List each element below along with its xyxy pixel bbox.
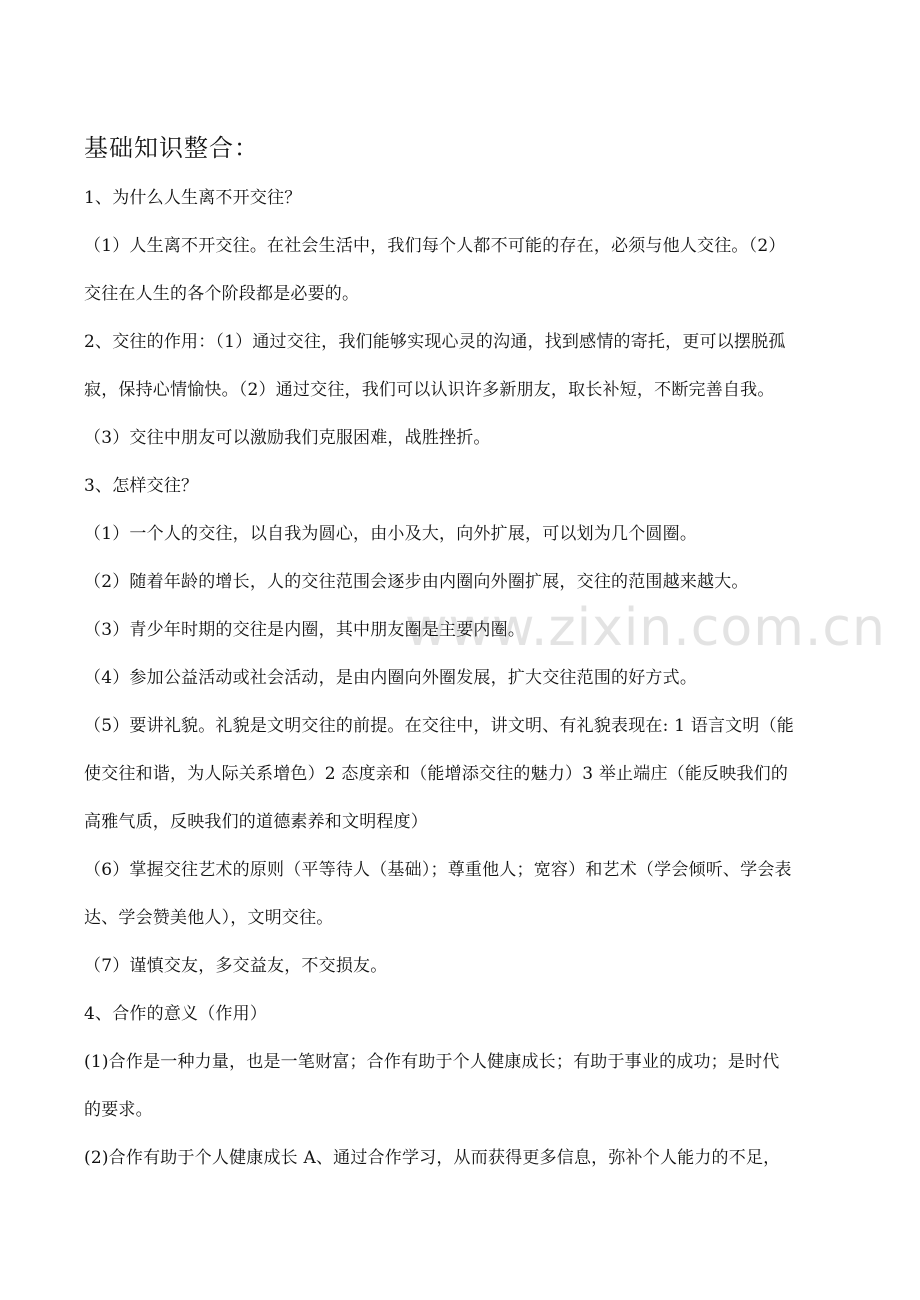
watermark-text: www.zixin.com.cn	[405, 598, 886, 658]
paragraph-line: （6）掌握交往艺术的原则（平等待人（基础）；尊重他人；宽容）和艺术（学会倾听、学会表	[84, 860, 792, 880]
paragraph-line: （2）随着年龄的增长，人的交往范围会逐步由内圈向外圈扩展，交往的范围越来越大。	[84, 572, 749, 592]
paragraph-line: （4）参加公益活动或社会活动，是由内圈向外圈发展，扩大交往范围的好方式。	[84, 668, 698, 688]
paragraph-line: （7）谨慎交友，多交益友，不交损友。	[84, 956, 388, 976]
page-title: 基础知识整合：	[84, 134, 259, 162]
section-heading-2: 2、交往的作用：（1）通过交往，我们能够实现心灵的沟通，找到感情的寄托，更可以摆脱孤	[84, 332, 786, 352]
paragraph-line: （5）要讲礼貌。礼貌是文明交往的前提。在交往中，讲文明、有礼貌表现在: 1 语言文明（能	[84, 716, 794, 736]
section-heading-4: 4、合作的意义（作用）	[84, 1004, 268, 1024]
paragraph-line: (1)合作是一种力量，也是一笔财富；合作有助于个人健康成长；有助于事业的成功；是时代	[84, 1052, 780, 1072]
paragraph-line: 达、学会赞美他人），文明交往。	[84, 908, 334, 928]
paragraph-line: （3）交往中朋友可以激励我们克服困难，战胜挫折。	[84, 428, 491, 448]
paragraph-line: 的要求。	[84, 1100, 153, 1120]
paragraph-line: （1）一个人的交往，以自我为圆心，由小及大，向外扩展，可以划为几个圆圈。	[84, 524, 698, 544]
paragraph-line: 高雅气质，反映我们的道德素养和文明程度）	[84, 812, 428, 832]
paragraph-line: 使交往和谐，为人际关系增色）2 态度亲和（能增添交往的魅力）3 举止端庄（能反映我们的	[84, 764, 789, 784]
paragraph-line: 交往在人生的各个阶段都是必要的。	[84, 284, 360, 304]
section-heading-3: 3、怎样交往？	[84, 476, 199, 496]
paragraph-line: 寂，保持心情愉快。（2）通过交往，我们可以认识许多新朋友，取长补短，不断完善自我。	[84, 380, 775, 400]
paragraph-line: （1）人生离不开交往。在社会生活中，我们每个人都不可能的存在，必须与他人交往。（2）	[84, 236, 786, 256]
section-heading-1: 1、为什么人生离不开交往？	[84, 188, 302, 208]
paragraph-line: (2)合作有助于个人健康成长 A、通过合作学习，从而获得更多信息，弥补个人能力的不足，	[84, 1148, 781, 1168]
paragraph-line: （3）青少年时期的交往是内圈，其中朋友圈是主要内圈。	[84, 620, 526, 640]
